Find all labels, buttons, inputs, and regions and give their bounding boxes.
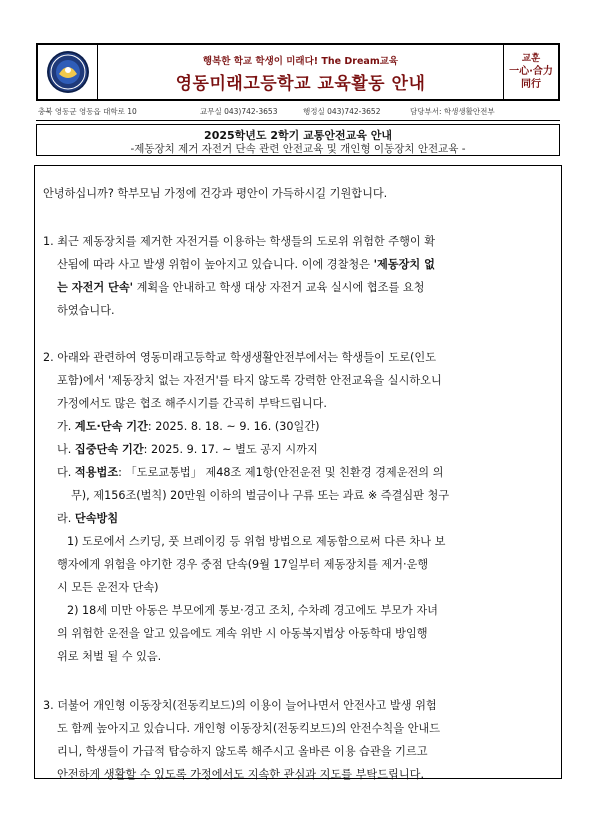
school-slogan: 행복한 학교 학생이 미래다! The Dream교육 bbox=[202, 56, 399, 67]
motto-line-1: 一心·合力 bbox=[509, 66, 553, 77]
notice-subtitle: -제동장치 제거 자전거 단속 관련 안전교육 및 개인형 이동장치 안전교육 - bbox=[130, 143, 466, 155]
policy-2-line-1: 2) 18세 미만 아동은 부모에게 통보·경고 조치, 수차례 경고에도 부모가 자녀 bbox=[67, 604, 438, 617]
item-ra: 라. 단속방침 bbox=[57, 512, 119, 525]
policy-1-line-2: 행자에게 위험을 야기한 경우 중점 단속(9월 17일부터 제동장치를 제거·운행 bbox=[57, 558, 429, 571]
paragraph-2-line-2: 포함)에서 '제동장치 없는 자전거'를 타지 않도록 강력한 안전교육을 실시하오니 bbox=[57, 374, 442, 387]
admin-phone: 행정실 043)742-3652 bbox=[303, 107, 381, 116]
school-address: 충북 영동군 영동읍 대학로 10 bbox=[38, 107, 137, 116]
paragraph-1-line-2: 산됨에 따라 사고 발생 위험이 높아지고 있습니다. 이에 경찰청은 '제동장치 없 bbox=[57, 258, 435, 271]
paragraph-2-line-3: 가정에서도 많은 협조 해주시기를 간곡히 부탁드립니다. bbox=[57, 397, 327, 410]
paragraph-1-line-4: 하였습니다. bbox=[57, 304, 115, 317]
school-emblem-icon bbox=[39, 46, 97, 98]
paragraph-3-line-3: 리니, 학생들이 가급적 탑승하지 않도록 해주시고 올바른 이용 습관을 기르고 bbox=[57, 745, 428, 758]
office-phone: 교무실 043)742-3653 bbox=[200, 107, 278, 116]
paragraph-1-line-1: 1. 최근 제동장치를 제거한 자전거를 이용하는 학생들의 도로위 위험한 주행이 확 bbox=[43, 235, 436, 248]
policy-1-line-1: 1) 도로에서 스키딩, 풋 브레이킹 등 위험 방법으로 제동함으로써 다른 차나 보 bbox=[67, 535, 446, 548]
policy-2-line-3: 위로 처벌 될 수 있음. bbox=[57, 650, 162, 663]
policy-1-line-3: 시 모든 운전자 단속) bbox=[57, 581, 159, 594]
department: 담당부서: 학생생활안전부 bbox=[410, 107, 495, 116]
school-motto-cell bbox=[504, 45, 558, 99]
school-title: 영동미래고등학교 교육활동 안내 bbox=[175, 74, 426, 94]
greeting: 안녕하십니까? 학부모님 가정에 건강과 평안이 가득하시길 기원합니다. bbox=[43, 187, 388, 200]
paragraph-3-line-4: 안전하게 생활할 수 있도록 가정에서도 지속한 관심과 지도를 부탁드립니다. bbox=[57, 768, 425, 781]
paragraph-2-line-1: 2. 아래와 관련하여 영동미래고등학교 학생생활안전부에서는 학생들이 도로(인도 bbox=[43, 351, 437, 364]
notice-title-box bbox=[36, 124, 560, 156]
notice-title: 2025학년도 2학기 교통안전교육 안내 bbox=[204, 129, 392, 142]
motto-title: 교훈 bbox=[521, 53, 541, 64]
notice-body bbox=[34, 165, 562, 779]
item-da-line-2: 무), 제156조(벌칙) 20만원 이하의 벌금이나 구류 또는 과료 ※ 즉결심판 청구 bbox=[71, 489, 450, 502]
item-da: 다. 적용법조: 「도로교통법」 제48조 제1항(안전운전 및 친환경 경제운전의 의 bbox=[57, 466, 444, 479]
item-na: 나. 집중단속 기간: 2025. 9. 17. ~ 별도 공지 시까지 bbox=[57, 443, 318, 456]
letterhead-title-cell bbox=[98, 45, 504, 99]
paragraph-3-line-1: 3. 더불어 개인형 이동장치(전동킥보드)의 이용이 늘어나면서 안전사고 발생 위험 bbox=[43, 699, 437, 712]
paragraph-3-line-2: 도 함께 높아지고 있습니다. 개인형 이동장치(전동킥보드)의 안전수칙을 안내드 bbox=[57, 722, 441, 735]
letterhead bbox=[36, 43, 560, 101]
item-ga: 가. 계도·단속 기간: 2025. 8. 18. ~ 9. 16. (30일간) bbox=[57, 420, 320, 433]
school-emblem-cell bbox=[38, 45, 98, 99]
policy-2-line-2: 의 위험한 운전을 알고 있음에도 계속 위반 시 아동복지법상 아동학대 방임행 bbox=[57, 627, 428, 640]
paragraph-1-line-3: 는 자전거 단속' 계획을 안내하고 학생 대상 자전거 교육 실시에 협조를 요청 bbox=[57, 281, 425, 294]
motto-line-2: 同行 bbox=[521, 79, 541, 90]
contact-line bbox=[36, 102, 560, 121]
motto-text bbox=[508, 65, 554, 91]
